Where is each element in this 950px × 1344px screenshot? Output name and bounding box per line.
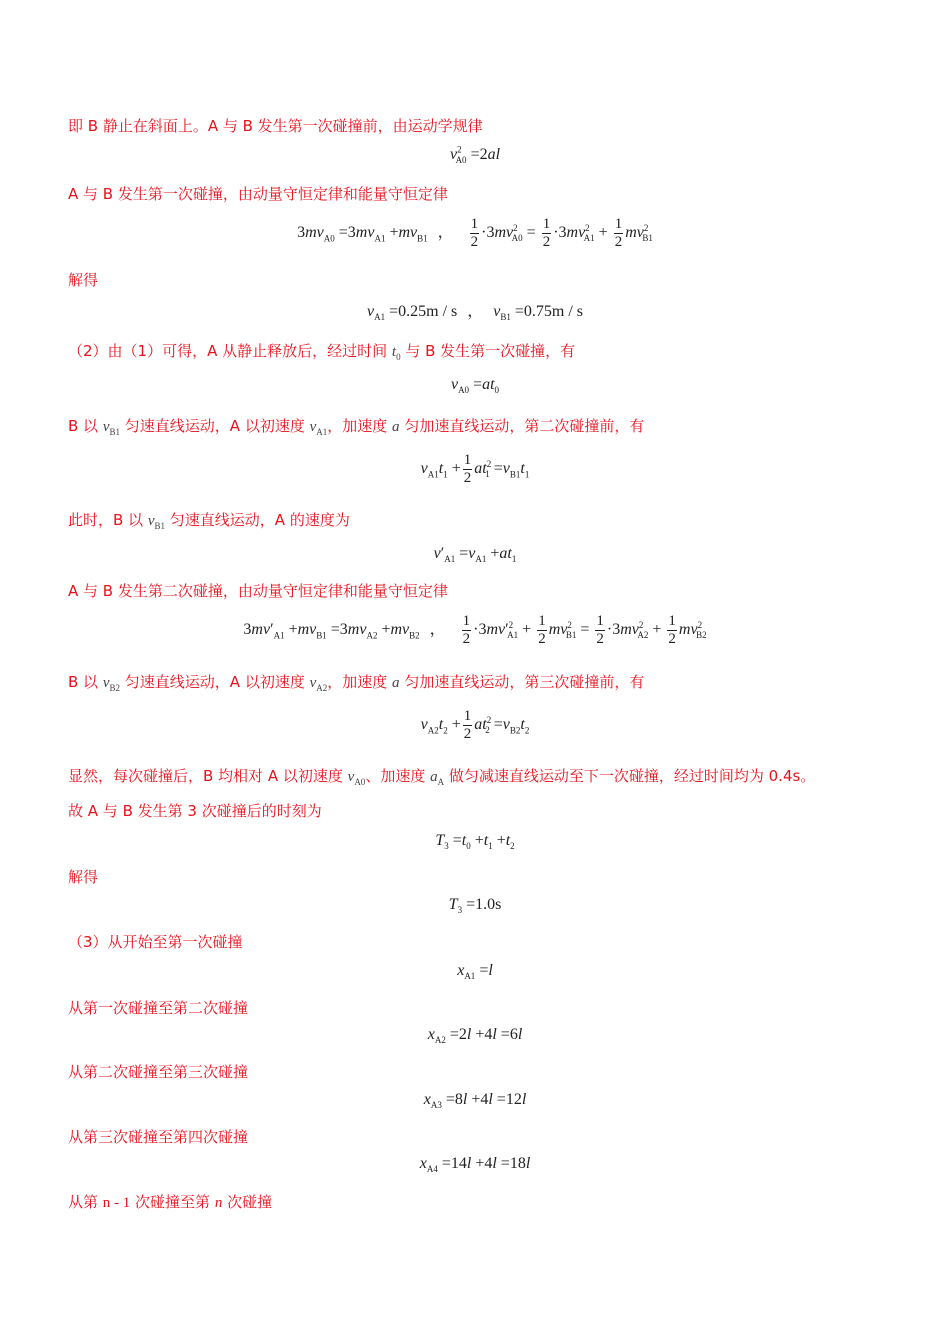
formula-6: $v'_{A1} =v_{A1} +at_1$ — [433, 545, 517, 565]
text-line-7: A 与 B 发生第二次碰撞，由动量守恒定律和能量守恒定律 — [68, 582, 448, 600]
formula-11: $T_3 =1.0s$ — [448, 896, 502, 916]
formula-2: $3mv_{A0} =3mv_{A1} +mv_{B1}$ ， $\frac{1}{2}$ $\cdot 3mv^2_{A0}$ = $\frac{1}{2}$ $\cdot 3mv^2_{A1}$ + $\frac{1}{2}$ $mv^2_{B1}$ — [297, 216, 653, 250]
text-line-13: 从第一次碰撞至第二次碰撞 — [68, 999, 249, 1017]
formula-12: $x_{A1} =l$ — [457, 962, 493, 982]
formula-8: $v_{A2}t_2$ + $\frac{1}{2}$ $at^2_2 =v_{B2}t_2$ — [420, 708, 530, 742]
text-line-11: 解得 — [68, 868, 99, 886]
formula-3: $v_{A1} =0.25m / s$ ， $v_{B1} =0.75m / s$ — [366, 301, 584, 323]
text-line-9: 显然，每次碰撞后，B 均相对 A 以初速度 $v_{A0}$、加速度 $a_A$ 做匀减速直线运动至下一次碰撞，经过时间均为 0.4s。 — [68, 767, 816, 787]
text-line-12: （3）从开始至第一次碰撞 — [68, 933, 243, 951]
text-line-15: 从第三次碰撞至第四次碰撞 — [68, 1128, 249, 1146]
text-line-10: 故 A 与 B 发生第 3 次碰撞后的时刻为 — [68, 802, 322, 820]
formula-7: $3mv'_{A1} +mv_{B1} =3mv_{A2} +mv_{B2}$ ， $\frac{1}{2}$ $\cdot 3mv'^2_{A1}$ + $\frac{1}{2}$ $mv^2_{B1}$ = $\frac{1}{2}$ $\cdot 3mv^2_{A2}$ + $\frac{1}{2}$ $mv^2_{B2}$ — [243, 613, 707, 647]
formula-10: $T_3 =t_0 +t_1 +t_2$ — [435, 832, 515, 852]
formula-1: $v^2_{A0} =2al$ — [449, 144, 501, 166]
formula-4: $v_{A0} =at_0$ — [450, 376, 500, 396]
text-line-5: B 以 $v_{B1}$ 匀速直线运动，A 以初速度 $v_{A1}$，加速度 a 匀加速直线运动，第二次碰撞前，有 — [68, 417, 645, 437]
text-line-6: 此时，B 以 $v_{B1}$ 匀速直线运动，A 的速度为 — [68, 511, 350, 531]
formula-15: $x_{A4} =14l +4l =18l$ — [419, 1155, 531, 1175]
formula-13: $x_{A2} =2l +4l =6l$ — [427, 1026, 523, 1046]
text-line-8: B 以 $v_{B2}$ 匀速直线运动，A 以初速度 $v_{A2}$，加速度 a 匀加速直线运动，第三次碰撞前，有 — [68, 673, 645, 693]
formula-14: $x_{A3} =8l +4l =12l$ — [423, 1091, 527, 1111]
formula-5: $v_{A1}t_1$ + $\frac{1}{2}$ $at^2_1 =v_{B1}t_1$ — [420, 452, 530, 486]
text-line-1: 即 B 静止在斜面上。A 与 B 发生第一次碰撞前，由运动学规律 — [68, 117, 483, 135]
text-line-16: 从第 n - 1 次碰撞至第 n 次碰撞 — [68, 1193, 273, 1211]
text-line-2: A 与 B 发生第一次碰撞，由动量守恒定律和能量守恒定律 — [68, 185, 448, 203]
text-line-14: 从第二次碰撞至第三次碰撞 — [68, 1063, 249, 1081]
text-line-4: （2）由（1）可得，A 从静止释放后，经过时间 $t_0$ 与 B 发生第一次碰撞，有 — [68, 342, 576, 362]
text-line-3: 解得 — [68, 271, 99, 289]
